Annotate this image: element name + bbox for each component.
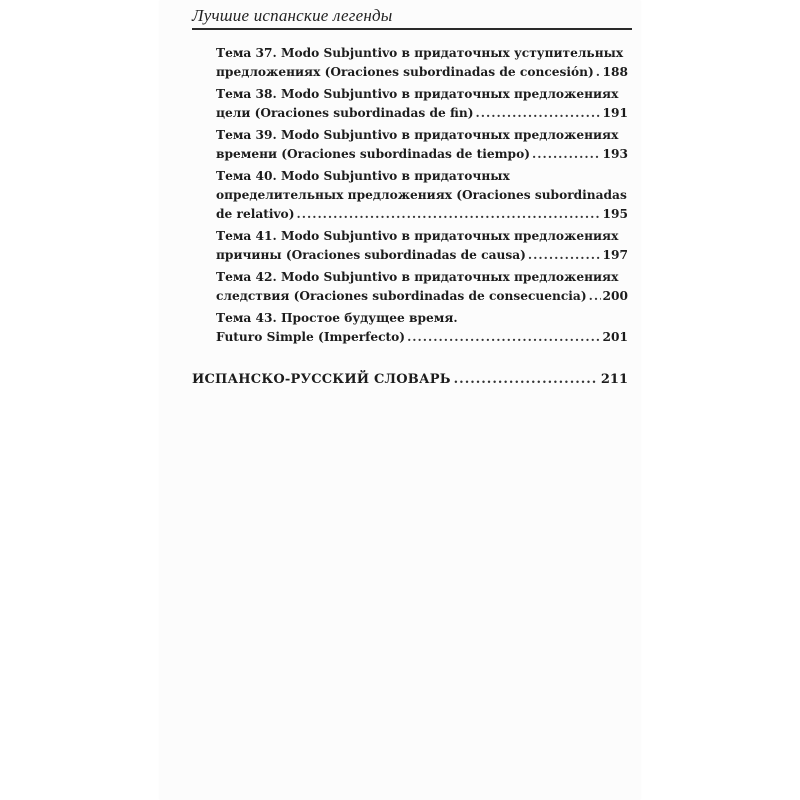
dot-leader bbox=[475, 104, 600, 123]
header-rule bbox=[192, 28, 632, 30]
dot-leader bbox=[589, 287, 601, 306]
toc-entry-topic-39[interactable] bbox=[216, 126, 628, 164]
dictionary-label: ИСПАНСКО-РУССКИЙ СЛОВАРЬ bbox=[192, 372, 451, 387]
toc-entry-topic-40[interactable] bbox=[216, 167, 628, 224]
toc-entry-line: Тема 39. Modo Subjuntivo в придаточных предложениях bbox=[216, 128, 619, 142]
page-number: 201 bbox=[602, 330, 628, 344]
toc-entry-text: времени (Oraciones subordinadas de tiempo) bbox=[216, 147, 530, 161]
toc-entry-text: предложениях (Oraciones subordinadas de concesión) bbox=[216, 65, 594, 79]
page-number: 188 bbox=[602, 65, 628, 79]
page-number: 195 bbox=[602, 207, 628, 221]
toc-entry-line: определительных предложениях (Oraciones subordinadas bbox=[216, 188, 627, 202]
toc-entry-topic-38[interactable] bbox=[216, 85, 628, 123]
toc-entry-text: причины (Oraciones subordinadas de causa) bbox=[216, 248, 526, 262]
toc-entry-final-line bbox=[216, 246, 628, 265]
toc-entry-topic-41[interactable] bbox=[216, 227, 628, 265]
toc-entry-final-line bbox=[216, 104, 628, 123]
toc-entry-line: Тема 38. Modo Subjuntivo в придаточных предложениях bbox=[216, 87, 619, 101]
page-number: 193 bbox=[602, 147, 628, 161]
toc-entry-final-line bbox=[216, 63, 628, 82]
toc-entry-text: de relativo) bbox=[216, 207, 295, 221]
dot-leader bbox=[296, 205, 600, 224]
toc-entry-line: Тема 43. Простое будущее время. bbox=[216, 311, 458, 325]
toc-entry-text: цели (Oraciones subordinadas de fin) bbox=[216, 106, 474, 120]
toc-entry-final-line bbox=[216, 328, 628, 347]
toc-entry-text: Futuro Simple (Imperfecto) bbox=[216, 330, 406, 344]
toc-entry-line: Тема 41. Modo Subjuntivo в придаточных предложениях bbox=[216, 229, 619, 243]
dot-leader bbox=[407, 328, 600, 347]
dot-leader bbox=[454, 372, 598, 387]
toc-entry-final-line bbox=[216, 287, 628, 306]
toc-entry-line: Тема 42. Modo Subjuntivo в придаточных предложениях bbox=[216, 270, 619, 284]
toc-entry-line: Тема 37. Modo Subjuntivo в придаточных уступительных bbox=[216, 46, 624, 60]
toc-entry-topic-43[interactable] bbox=[216, 309, 628, 347]
toc-entry-dictionary[interactable] bbox=[192, 372, 628, 387]
toc-entry-text: следствия (Oraciones subordinadas de consecuencia) bbox=[216, 289, 587, 303]
toc-entry-topic-42[interactable] bbox=[216, 268, 628, 306]
table-of-contents bbox=[216, 44, 628, 350]
toc-entry-final-line bbox=[216, 145, 628, 164]
dot-leader bbox=[528, 246, 601, 265]
page-number: 200 bbox=[602, 289, 628, 303]
toc-entry-line: Тема 40. Modo Subjuntivo в придаточных bbox=[216, 169, 510, 183]
dot-leader bbox=[596, 63, 601, 82]
running-head: Лучшие испанские легенды bbox=[192, 6, 393, 25]
toc-entry-topic-37[interactable] bbox=[216, 44, 628, 82]
toc-entry-final-line bbox=[216, 205, 628, 224]
dot-leader bbox=[532, 145, 601, 164]
page-number: 191 bbox=[602, 106, 628, 120]
page-number: 197 bbox=[602, 248, 628, 262]
page-number: 211 bbox=[600, 372, 628, 387]
